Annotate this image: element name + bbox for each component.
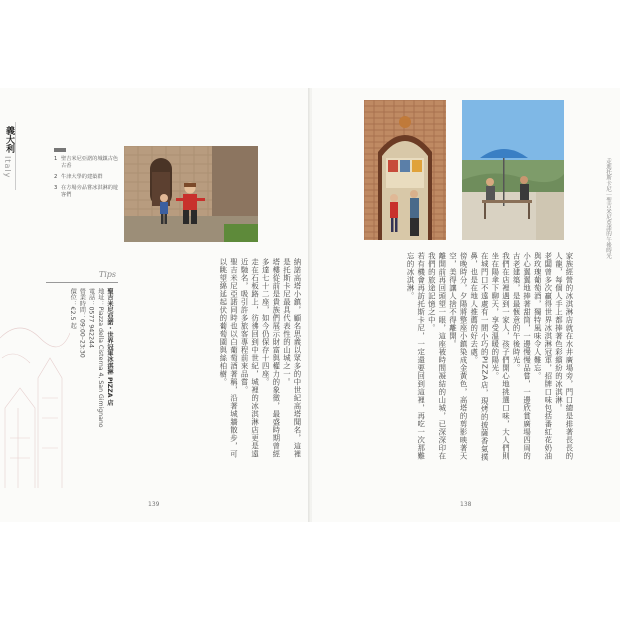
paragraph: 在城門口不遠處有一間小巧的PIZZA店，現烤的披薩香氣撲鼻，也是在地人推薦的好去處。 bbox=[469, 252, 490, 461]
chapter-tab bbox=[0, 122, 16, 190]
running-head: 走進托斯卡尼｜聖吉米尼亞諾的午後時光 bbox=[605, 158, 611, 259]
caption-text: 在方場旁品嘗冰淇淋的遊客們 bbox=[61, 185, 119, 198]
caption-item bbox=[54, 185, 120, 199]
body-text-right bbox=[364, 252, 574, 462]
left-page bbox=[0, 88, 310, 522]
body-text-left bbox=[182, 258, 302, 458]
paragraph: 走在石板路上，彷彿回到中世紀，城裡的冰淇淋店更是遠近馳名，吸引許多旅客專程前來品嘗。 bbox=[240, 258, 260, 458]
caption-number: 1 bbox=[54, 156, 58, 162]
caption-text: 聖吉米尼亞諾的城鎮古色古香 bbox=[61, 156, 119, 169]
captions-marker bbox=[54, 148, 66, 152]
right-page bbox=[312, 88, 620, 522]
book-spread bbox=[0, 88, 620, 522]
tips-title: Tips bbox=[98, 270, 116, 279]
tips-heading: 聖吉米尼亞諾・世界冠軍冰淇淋 PIZZA 店 bbox=[106, 288, 113, 406]
paragraph: 離開前再回頭望一眼，這座被時間凝結的山城，已深深印在我們的旅途記憶之中。 bbox=[427, 252, 447, 460]
tips-line: 電話：0577 942244 bbox=[87, 288, 95, 348]
photo-umbrella-landscape bbox=[462, 100, 564, 240]
paragraph: 若有機會再訪托斯卡尼，一定還要回到這裡，再吃一次那難忘的冰淇淋。 bbox=[406, 252, 426, 460]
tips-line: 價位：€2.5 起 bbox=[69, 288, 77, 329]
photo-shop-doorway bbox=[364, 100, 446, 240]
tips-box bbox=[40, 268, 120, 464]
paragraph: 小心翼翼地捧著甜筒，一邊慢慢品嘗，一邊欣賞廣場四周的古老建築，是最愜意的午後時光。 bbox=[512, 252, 532, 460]
chapter-subtitle: Italy bbox=[3, 156, 12, 179]
caption-item bbox=[54, 174, 120, 181]
tips-line: 地址：Piazza della Cisterna 4, San Gimignano bbox=[96, 288, 104, 428]
paragraph: 老闆曾多次贏得世界冰淇淋冠軍，招牌口味包括番紅花奶油與玫瑰葡萄酒，獨特風味令人難忘。 bbox=[533, 252, 553, 460]
tips-line: 營業時間：09:00–23:30 bbox=[78, 288, 86, 358]
tips-divider bbox=[46, 282, 118, 283]
photo-children-alley bbox=[124, 146, 258, 242]
page-number: 138 bbox=[460, 501, 472, 508]
paragraph: 傍晚時分，夕陽將整座小鎮染成金黃色，高塔的剪影映著天空，美得讓人捨不得離開。 bbox=[448, 252, 469, 460]
page-number: 139 bbox=[148, 501, 160, 508]
caption-item bbox=[54, 156, 120, 170]
caption-number: 2 bbox=[54, 174, 58, 180]
caption-number: 3 bbox=[54, 185, 58, 191]
captions-list bbox=[54, 156, 120, 203]
paragraph: 聖吉米尼亞諾同時也以白葡萄酒著稱，沿著城牆散步，可以眺望綿延起伏的葡萄園與絲柏樹。 bbox=[218, 258, 239, 458]
paragraph: 我們在店裡遇到一家人，孩子們開心地挑選口味，大人們則坐在陽傘下聊天，享受溫暖的陽光。 bbox=[490, 252, 511, 460]
chapter-title: 義大利 bbox=[4, 126, 14, 153]
paragraph: 家族經營的冰淇淋店就在水井廣場旁，門口總是排著長長的人龍，每個人手上都捧著色彩繽紛的冰淇淋。 bbox=[554, 252, 574, 460]
paragraph: 納諾高塔小鎮，顧名思義以眾多的中世紀高塔聞名，這裡是托斯卡尼最具代表性的山城之一。 bbox=[282, 258, 302, 458]
caption-text: 牛津大學的建築群 bbox=[61, 174, 103, 180]
tips-content bbox=[68, 288, 114, 460]
paragraph: 塔樓從前是貴族們展示財富與權力的象徵，最盛時期曾經多達七十二座，如今仍保存十四座。 bbox=[261, 258, 281, 458]
